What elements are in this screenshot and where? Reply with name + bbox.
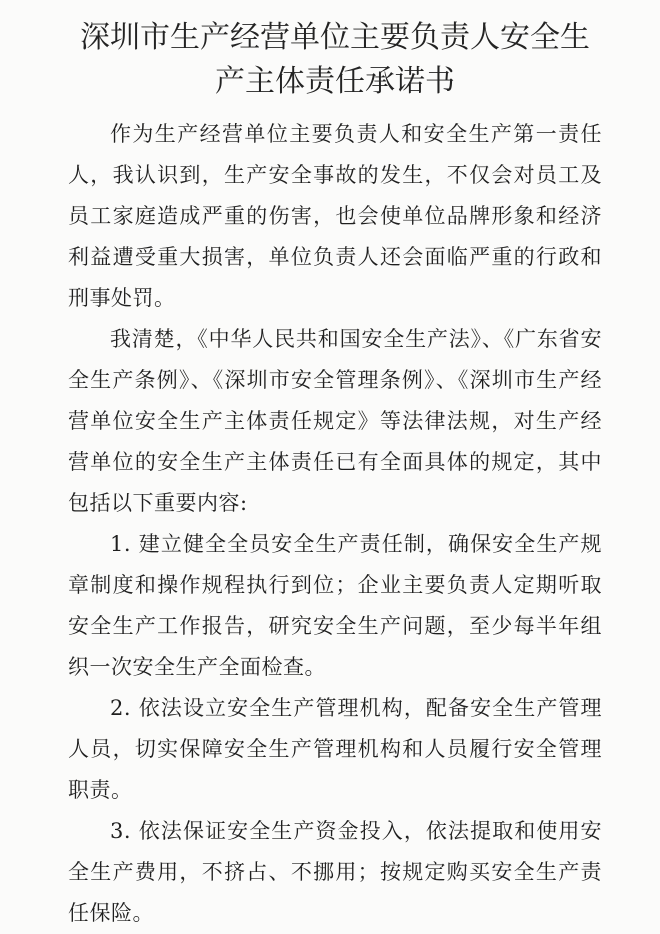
document-title bbox=[68, 16, 602, 104]
paragraph-item-2: 2. 依法设立安全生产管理机构，配备安全生产管理人员，切实保障安全生产管理机构和人员履行安全管理职责。 bbox=[68, 696, 602, 802]
paragraph-responsibility: 作为生产经营单位主要负责人和安全生产第一责任人，我认识到，生产安全事故的发生，不仅会对员工及员工家庭造成严重的伤害，也会使单位品牌形象和经济利益遭受重大损害，单位负责人还会面临严重的行政和刑事处罚。 bbox=[68, 122, 602, 310]
title-line-1: 深圳市生产经营单位主要负责人安全生 bbox=[80, 20, 590, 55]
paragraph-item-1: 1. 建立健全全员安全生产责任制，确保安全生产规章制度和操作规程执行到位；企业主要负责人定期听取安全生产工作报告，研究安全生产问题，至少每半年组织一次安全生产全面检查。 bbox=[68, 532, 602, 679]
paragraph-laws: 我清楚，《中华人民共和国安全生产法》、《广东省安全生产条例》、《深圳市安全管理条例》、《深圳市生产经营单位安全生产主体责任规定》等法律法规，对生产经营单位的安全生产主体责任已有全面具体的规定，其中包括以下重要内容: bbox=[68, 327, 602, 515]
title-line-2: 产主体责任承诺书 bbox=[215, 64, 455, 99]
paragraph-item-3: 3. 依法保证安全生产资金投入，依法提取和使用安全生产费用，不挤占、不挪用；按规定购买安全生产责任保险。 bbox=[68, 819, 602, 925]
